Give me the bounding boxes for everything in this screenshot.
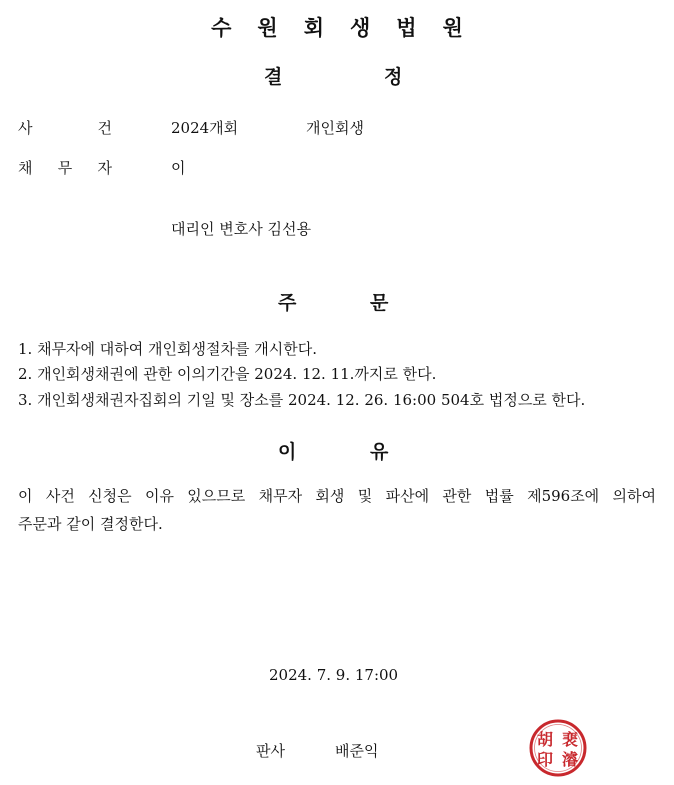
case-label [18, 117, 112, 138]
doc-type-char-2: 정 [384, 66, 403, 88]
case-label-char: 사 [18, 119, 33, 137]
debtor-label [18, 157, 112, 178]
decision-date: 2024. 7. 9. 17:00 [269, 666, 399, 684]
debtor-label-char: 채 [18, 159, 33, 177]
judge-name: 배준익 [335, 742, 379, 760]
judge-seal-stamp [528, 718, 588, 778]
order-item: 2. 개인회생채권에 관한 이의기간을 2024. 12. 11.까지로 한다. [18, 365, 437, 383]
svg-text:裵: 裵 [561, 730, 579, 749]
reason-heading-char-1: 이 [278, 441, 297, 463]
debtor-label-char: 무 [57, 159, 73, 177]
court-name: 수원회생법원 [211, 16, 489, 40]
case-number: 2024개회 [171, 119, 239, 137]
order-item: 1. 채무자에 대하여 개인회생절차를 개시한다. [18, 340, 317, 358]
reason-text-line-2: 주문과 같이 결정한다. [18, 515, 163, 533]
order-heading-char-2: 문 [370, 292, 389, 314]
svg-text:濬: 濬 [561, 750, 579, 769]
svg-text:印: 印 [536, 750, 554, 769]
svg-text:胡: 胡 [536, 730, 554, 749]
case-label-char: 건 [97, 119, 112, 137]
order-heading-char-1: 주 [278, 292, 297, 314]
case-name: 개인회생 [306, 119, 364, 137]
order-item: 3. 개인회생채권자집회의 기일 및 장소를 2024. 12. 26. 16:00 504호 법정으로 한다. [18, 391, 586, 409]
reason-text-line-1: 이 사건 신청은 이유 있으므로 채무자 회생 및 파산에 관한 법률 제596조에 의하여 [18, 487, 656, 505]
debtor-label-char: 자 [97, 159, 112, 177]
judge-title: 판사 [256, 742, 285, 760]
doc-type-char-1: 결 [264, 66, 283, 88]
reason-heading-char-2: 유 [370, 441, 389, 463]
debtor-name: 이 [171, 159, 186, 177]
legal-agent: 대리인 변호사 김선용 [171, 220, 311, 238]
